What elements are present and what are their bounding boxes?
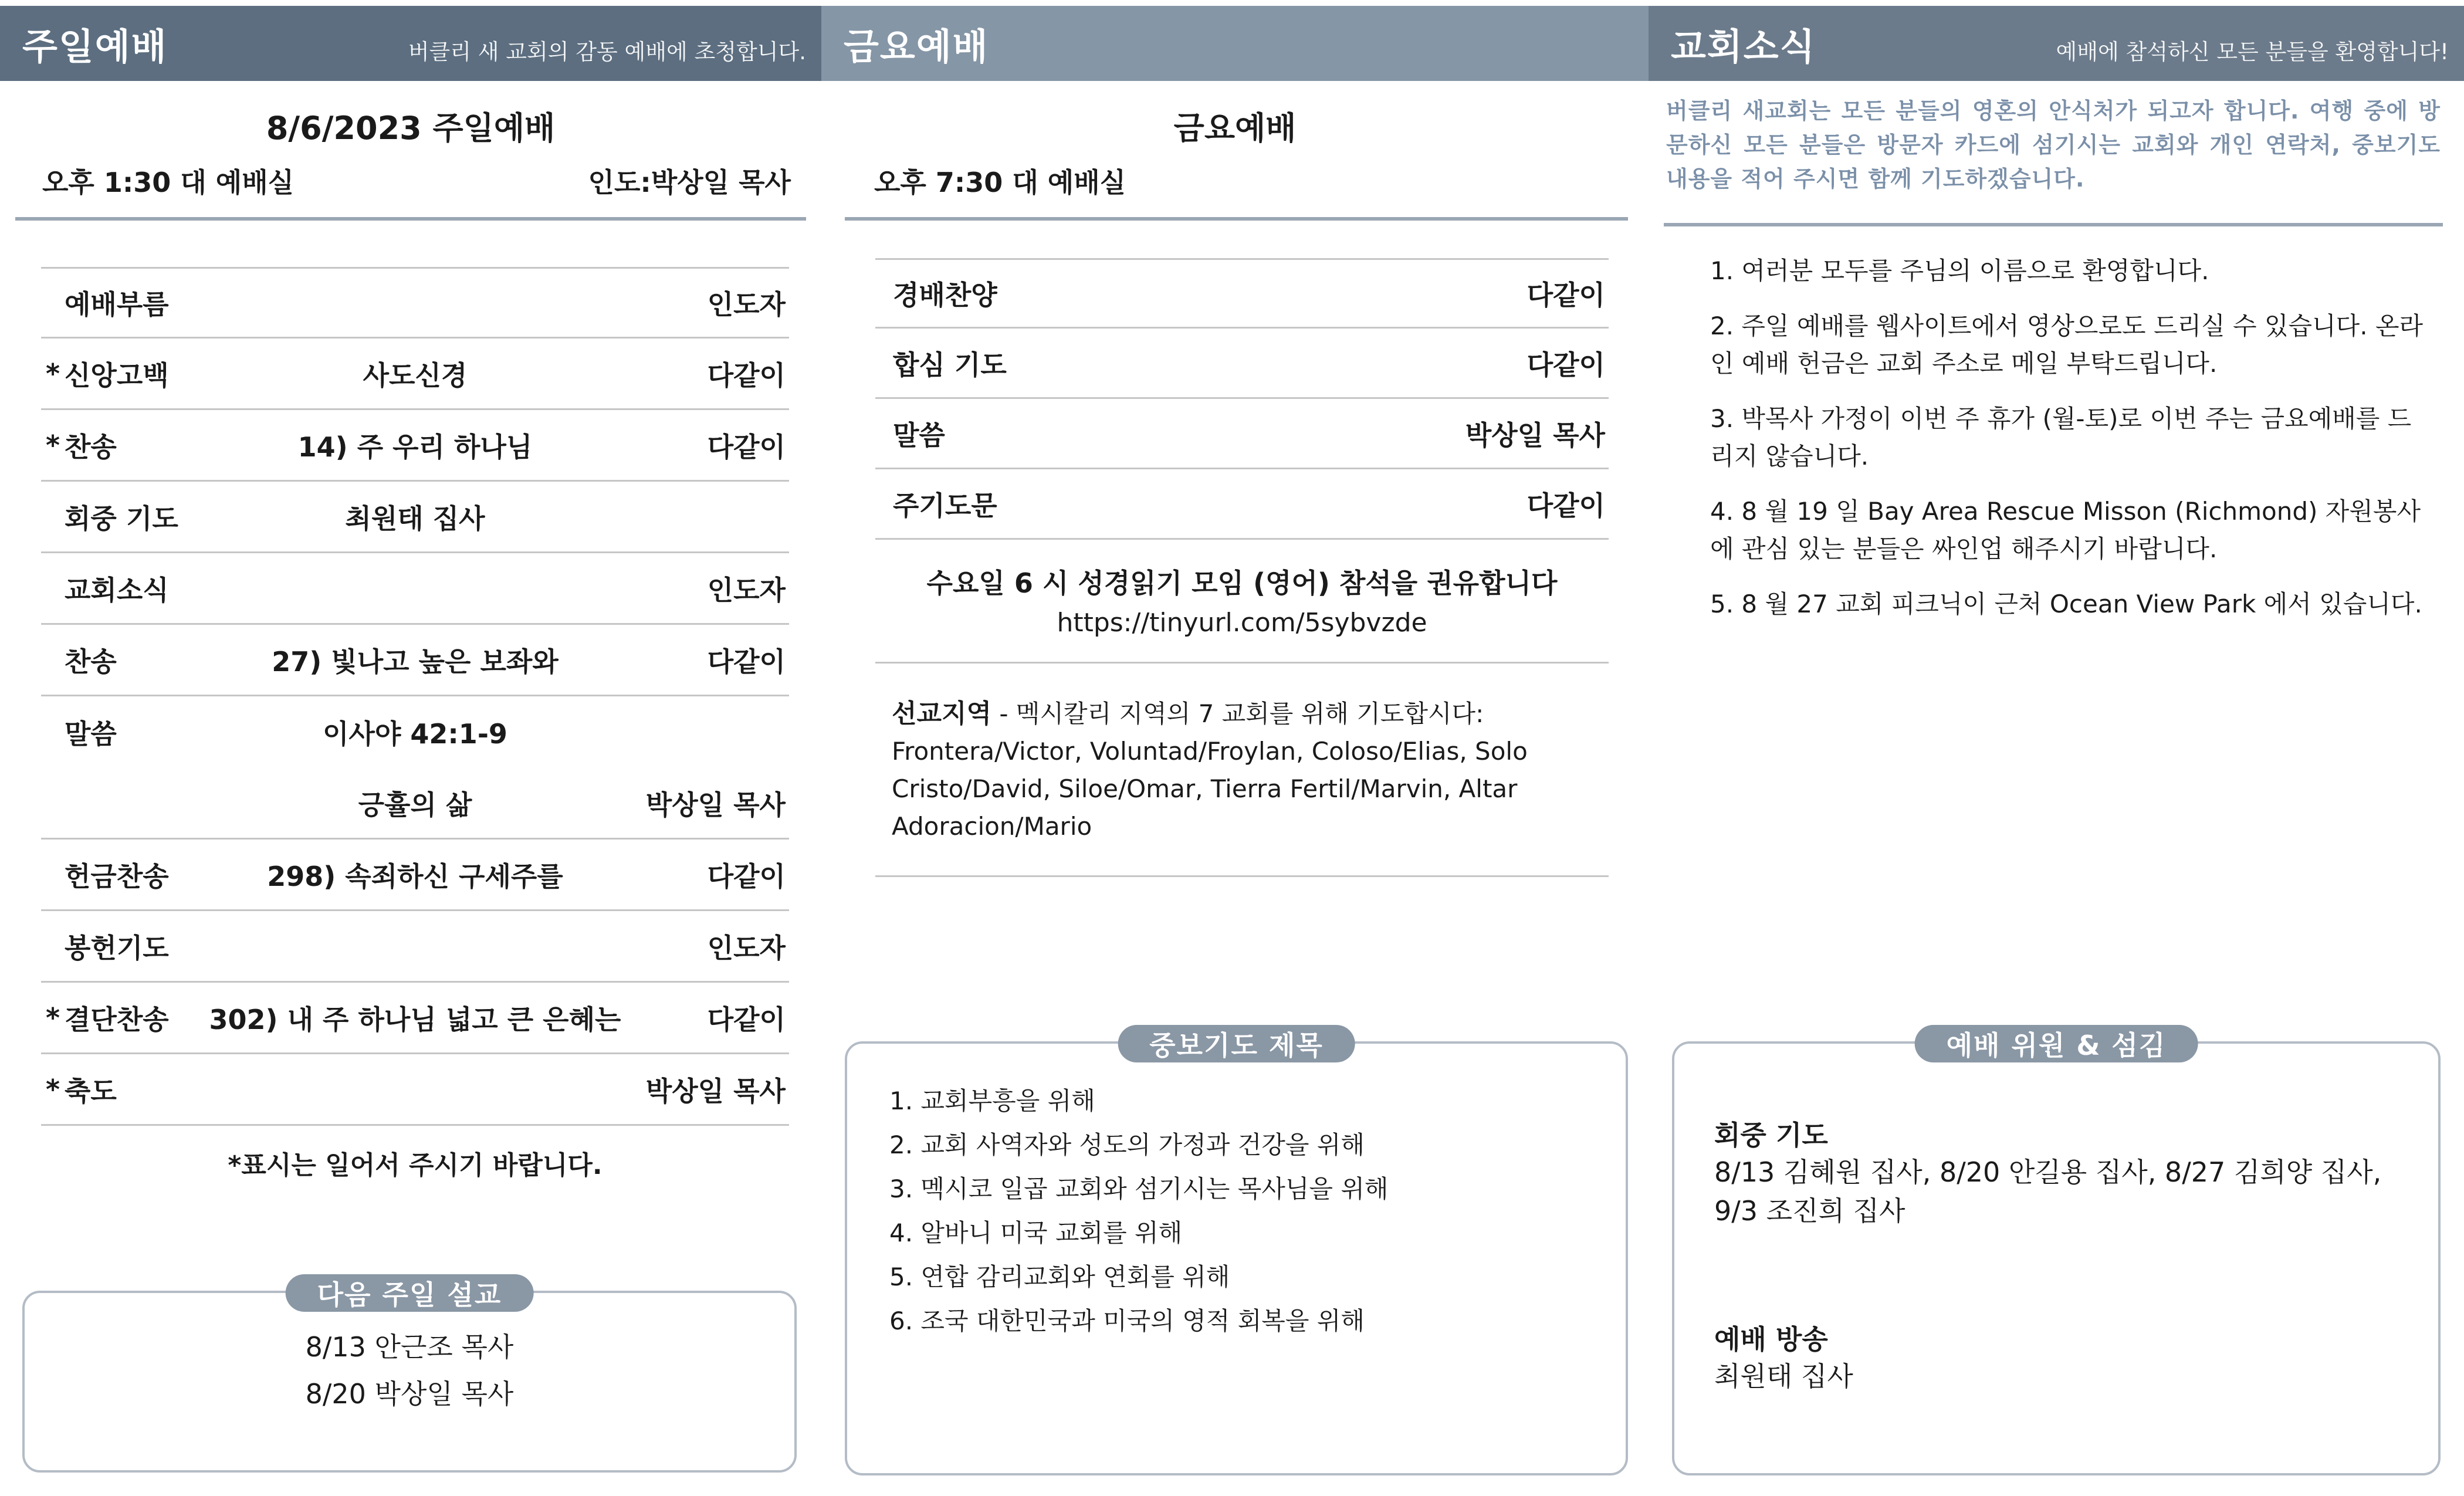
order-row [875, 469, 1609, 540]
order-item-label: 결단찬송 [65, 1003, 169, 1035]
order-row [41, 267, 789, 339]
sunday-info [0, 81, 821, 221]
news-item: 3. 박목사 가정이 이번 주 휴가 (월-토)로 이번 주는 금요예배를 드리지 않습니다. [1710, 404, 2412, 471]
next-sermon-box [22, 1279, 797, 1473]
bible-study-link[interactable]: https://tinyurl.com/5sybvzde [1057, 608, 1427, 638]
divider [875, 875, 1609, 877]
order-item-content: 27) 빛나고 높은 보좌와 [272, 645, 559, 678]
friday-info [821, 81, 1649, 221]
stand-mark: * [46, 357, 60, 390]
bible-study-block [875, 563, 1609, 643]
order-item-label: 말씀 [893, 419, 945, 451]
mission-names: Frontera/Victor, Voluntad/Froylan, Coloso/Elias, Solo Cristo/David, Siloe/Omar, Tierra Fertil/Marvin, Altar Adoracion/Mario [892, 737, 1528, 841]
order-row [41, 482, 789, 553]
sunday-leader: 인도:박상일 목사 [588, 167, 791, 198]
order-item-leader: 다같이 [707, 860, 786, 892]
news-list [1710, 252, 2432, 641]
news-header-title: 교회소식 [1671, 25, 1816, 68]
order-item-label: 교회소식 [65, 574, 169, 606]
divider [15, 217, 806, 221]
order-item-label: 헌금찬송 [65, 860, 169, 892]
prayer-topic: 4. 알바니 미국 교회를 위해 [889, 1219, 1183, 1247]
order-item-content: 이사야 42:1-9 [323, 718, 507, 750]
divider [1664, 223, 2443, 226]
order-item-content: 긍휼의 삶 [358, 788, 472, 821]
role-broadcast-title: 예배 방송 [1714, 1324, 1828, 1355]
stand-mark: * [46, 429, 60, 461]
sunday-header-title: 주일예배 [22, 25, 168, 68]
order-item-content: 298) 속죄하신 구세주를 [267, 860, 563, 892]
mission-label: 선교지역 [892, 699, 992, 729]
church-news-panel [1649, 0, 2464, 1496]
order-item-label: 경배찬양 [893, 279, 997, 311]
news-header [1649, 6, 2464, 81]
stand-mark: * [46, 1073, 60, 1105]
order-item-label: 회중 기도 [65, 502, 178, 534]
friday-service-panel [821, 0, 1649, 1496]
order-row [41, 911, 789, 983]
next-sermon-line: 8/13 안근조 목사 [305, 1331, 514, 1363]
order-item-label: 예배부름 [65, 289, 169, 320]
news-item: 4. 8 월 19 일 Bay Area Rescue Misson (Richmond) 자원봉사에 관심 있는 분들은 싸인업 해주시기 바랍니다. [1710, 497, 2421, 563]
order-item-leader: 박상일 목사 [1465, 419, 1605, 451]
friday-time-place: 오후 7:30 대 예배실 [874, 167, 1126, 198]
order-item-content: 최원태 집사 [345, 502, 485, 534]
sunday-order-list [41, 267, 789, 1126]
order-item-leader: 다같이 [707, 1003, 786, 1035]
order-item-label: 축도 [65, 1075, 117, 1107]
prayer-topic: 3. 멕시코 일곱 교회와 섬기시는 목사님을 위해 [889, 1175, 1389, 1203]
prayer-topic: 5. 연합 감리교회와 연회를 위해 [889, 1263, 1230, 1291]
order-row [875, 399, 1609, 469]
order-item-leader: 다같이 [707, 359, 786, 391]
news-header-subtitle: 예배에 참석하신 모든 분들을 환영합니다! [2056, 39, 2449, 65]
stand-mark: * [46, 1001, 60, 1034]
order-row [41, 983, 789, 1054]
order-row [875, 258, 1609, 329]
order-item-leader: 인도자 [707, 932, 786, 964]
sunday-header [0, 6, 821, 81]
order-item-content: 14) 주 우리 하나님 [297, 431, 533, 463]
order-item-content: 302) 내 주 하나님 넓고 큰 은혜는 [209, 1003, 621, 1035]
order-item-leader: 인도자 [707, 574, 786, 606]
order-row [41, 768, 789, 840]
next-sermon-line: 8/20 박상일 목사 [305, 1378, 514, 1410]
order-item-leader: 다같이 [1527, 489, 1605, 522]
prayer-topic: 2. 교회 사역자와 성도의 가정과 건강을 위해 [889, 1131, 1365, 1159]
worship-roles-title: 예배 위원 & 섬김 [1915, 1025, 2198, 1062]
order-item-content: 사도신경 [363, 359, 468, 391]
mission-block [892, 695, 1596, 845]
sunday-header-subtitle: 버클리 새 교회의 감동 예배에 초청합니다. [408, 39, 806, 65]
sunday-service-panel [0, 0, 821, 1496]
sunday-title: 8/6/2023 주일예배 [266, 110, 556, 147]
order-row [41, 339, 789, 410]
standing-note: *표시는 일어서 주시기 바랍니다. [228, 1150, 603, 1180]
prayer-topics-list [889, 1079, 1388, 1343]
order-item-leader: 박상일 목사 [645, 1075, 786, 1107]
news-item: 5. 8 월 27 교회 피크닉이 근처 Ocean View Park 에서 있습니다. [1710, 590, 2422, 618]
role-broadcast-text: 최원태 집사 [1714, 1360, 1853, 1392]
order-row [41, 553, 789, 625]
role-prayer-title: 회중 기도 [1714, 1119, 1828, 1151]
order-item-label: 찬송 [65, 431, 117, 463]
order-item-label: 봉헌기도 [65, 932, 169, 964]
order-row [41, 410, 789, 482]
bible-study-text: 수요일 6 시 성경읽기 모임 (영어) 참석을 권유합니다 [926, 567, 1558, 599]
friday-header-title: 금요예배 [844, 25, 989, 68]
order-item-label: 신앙고백 [65, 359, 169, 391]
divider [845, 217, 1628, 221]
order-item-leader: 다같이 [1527, 279, 1605, 311]
order-item-leader: 다같이 [707, 431, 786, 463]
order-row [41, 1054, 789, 1126]
order-item-leader: 인도자 [707, 289, 786, 320]
news-item: 2. 주일 예배를 웹사이트에서 영상으로도 드리실 수 있습니다. 온라인 예배 헌금은 교회 주소로 메일 부탁드립니다. [1710, 312, 2424, 378]
prayer-topic: 6. 조국 대한민국과 미국의 영적 회복을 위해 [889, 1307, 1365, 1335]
mission-text: - 멕시칼리 지역의 7 교회를 위해 기도합시다: [991, 699, 1484, 728]
prayer-topic: 1. 교회부흥을 위해 [889, 1087, 1095, 1115]
worship-roles-box [1672, 1030, 2441, 1475]
friday-title: 금요예배 [1173, 110, 1297, 147]
order-item-label: 주기도문 [893, 489, 997, 522]
order-row [41, 840, 789, 911]
order-item-leader: 박상일 목사 [645, 788, 786, 821]
order-item-label: 찬송 [65, 645, 117, 678]
order-item-leader: 다같이 [707, 645, 786, 678]
order-row [41, 625, 789, 696]
friday-header [821, 6, 1649, 81]
order-item-leader: 다같이 [1527, 348, 1605, 381]
role-prayer-text: 8/13 김혜원 집사, 8/20 안길용 집사, 8/27 김희양 집사, 9/3 조진희 집사 [1714, 1156, 2382, 1227]
order-row [875, 329, 1609, 399]
order-item-label: 합심 기도 [893, 348, 1007, 381]
order-item-label: 말씀 [65, 718, 117, 750]
divider [875, 662, 1609, 664]
prayer-topics-box [845, 1030, 1628, 1475]
welcome-message: 버클리 새교회는 모든 분들의 영혼의 안식처가 되고자 합니다. 여행 중에 방문하신 모든 분들은 방문자 카드에 섬기시는 교회와 개인 연락처, 중보기도 내용을 적어 주시면 함께 기도하겠습니다. [1666, 98, 2441, 192]
prayer-topics-title: 중보기도 제목 [1118, 1025, 1355, 1062]
friday-order-list [875, 258, 1609, 540]
news-item: 1. 여러분 모두를 주님의 이름으로 환영합니다. [1710, 256, 2209, 285]
next-sermon-title: 다음 주일 설교 [286, 1274, 534, 1312]
sunday-time-place: 오후 1:30 대 예배실 [42, 167, 295, 198]
order-row [41, 696, 789, 768]
